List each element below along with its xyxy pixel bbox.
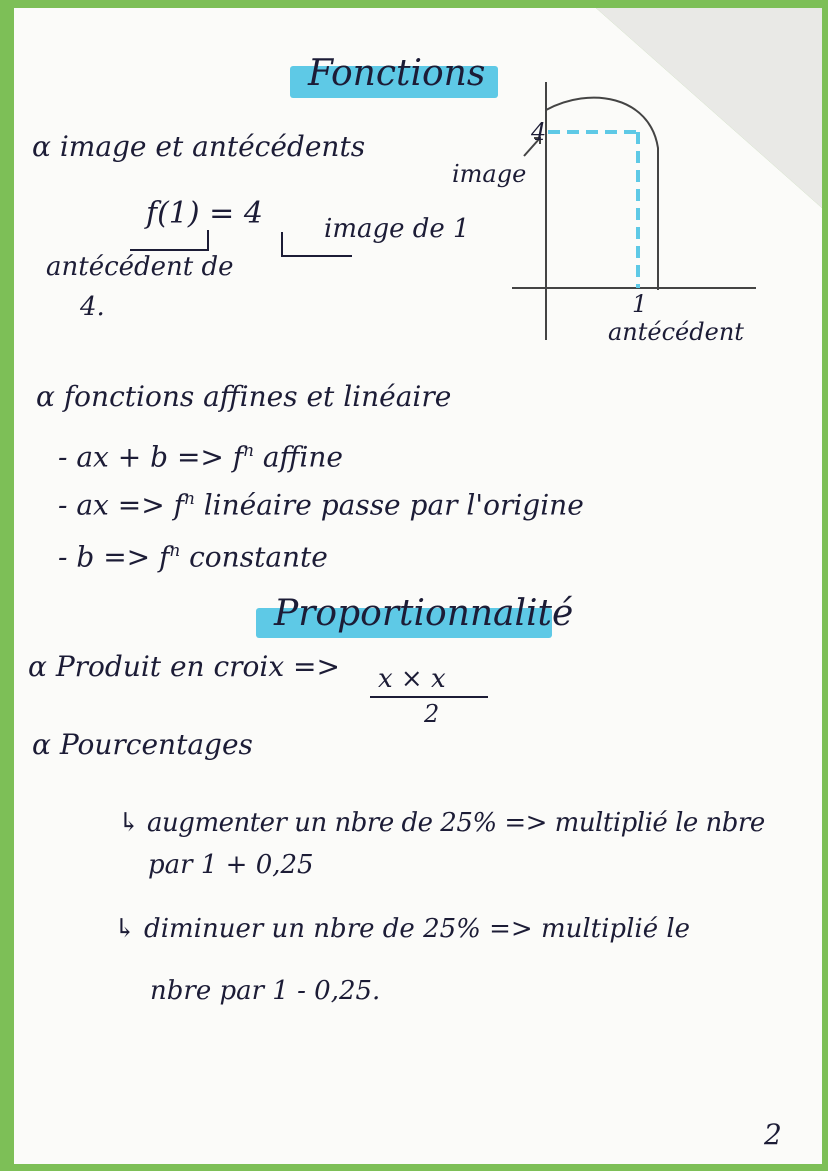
bullet-marker: α — [32, 728, 60, 761]
f-sup: n — [169, 540, 181, 560]
page-number: 2 — [764, 1118, 782, 1151]
produit-arrow: => — [293, 650, 340, 683]
fraction-denominator: 2 — [424, 700, 440, 728]
bullet-marker: α — [28, 650, 56, 683]
formula-rhs: 4 — [243, 196, 263, 231]
affine-line-3 — [58, 540, 328, 573]
f-sup: n — [183, 488, 195, 508]
bullet-fonctions-affines — [36, 380, 451, 413]
formula-eq: = — [209, 196, 235, 231]
label-image-de-1: image de 1 — [324, 214, 470, 244]
diminuer-line-2: nbre par 1 - 0,25. — [150, 976, 381, 1006]
section-title-fonctions: Fonctions — [308, 53, 486, 94]
label-antecedent-line2: 4. — [80, 292, 105, 322]
formula-f1 — [146, 196, 263, 231]
f-symbol: f — [159, 540, 170, 574]
formula-lhs: f(1) — [146, 196, 200, 231]
f-symbol: f — [173, 488, 184, 522]
arrow: => — [117, 488, 165, 522]
f-sup: n — [243, 440, 254, 460]
bullet-produit-en-croix — [28, 650, 340, 683]
diminuer-line-1: ↳ diminuer un nbre de 25% => multiplié le — [114, 914, 691, 944]
f-symbol: f — [232, 440, 244, 474]
bullet1-heading: image et antécédents — [59, 130, 366, 163]
affine-line-2 — [58, 488, 584, 521]
augmenter-line-2: par 1 + 0,25 — [148, 850, 314, 880]
expr: - ax + b — [58, 440, 169, 474]
label-antecedent-line1: antécédent de — [46, 252, 234, 282]
graph-label-x-value: 1 — [632, 290, 648, 318]
fraction-bar — [370, 696, 488, 698]
curve — [546, 98, 658, 290]
affine-line-1 — [58, 440, 343, 473]
graph-label-y-value: 4 — [531, 118, 547, 146]
pourcentages-label: Pourcentages — [59, 728, 253, 761]
produit-label: Produit en croix — [55, 650, 285, 683]
desc: linéaire passe par l'origine — [203, 488, 584, 522]
desc: affine — [262, 440, 343, 474]
arrow: => — [176, 440, 224, 474]
graph-label-image: image — [452, 160, 527, 188]
expr: - ax — [58, 488, 109, 522]
graph-label-antecedent: antécédent — [608, 318, 744, 346]
bullet-marker: α — [32, 130, 60, 163]
bullet-pourcentages — [32, 728, 253, 761]
desc: constante — [189, 540, 328, 574]
section-title-proportionnalite: Proportionnalité — [274, 593, 574, 634]
arrow: => — [103, 540, 151, 574]
fraction-numerator: x × x — [378, 664, 446, 694]
bullet-image-antecedents — [32, 130, 365, 163]
section2-heading: fonctions affines et linéaire — [63, 380, 452, 413]
expr: - b — [58, 540, 95, 574]
augmenter-line-1: ↳ augmenter un nbre de 25% => multiplié le nbre — [118, 808, 765, 838]
bullet-marker: α — [36, 380, 64, 413]
